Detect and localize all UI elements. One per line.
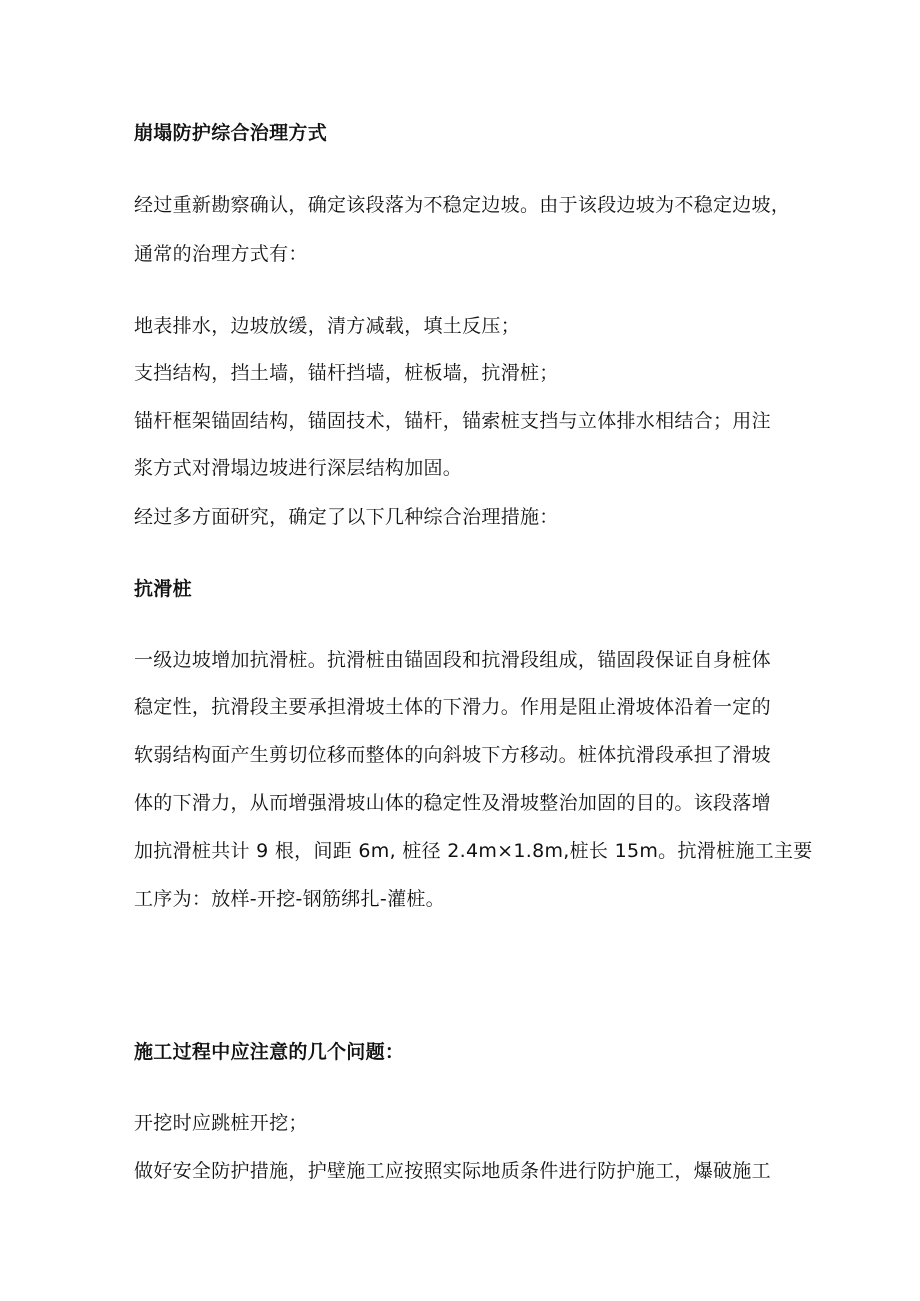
pile-paragraph-line-6: 工序为：放样-开挖-钢筋绑扎-灌桩。 (134, 888, 445, 910)
note-item-1: 开挖时应跳桩开挖； (134, 1112, 308, 1134)
method-item-3-line-1: 锚杆框架锚固结构，锚固技术，锚杆，锚索桩支挡与立体排水相结合；用注 (134, 410, 771, 432)
pile-paragraph-line-3: 软弱结构面产生剪切位移而整体的向斜坡下方移动。桩体抗滑段承担了滑坡 (134, 744, 771, 766)
conclusion-text: 经过多方面研究，确定了以下几种综合治理措施： (134, 506, 559, 528)
section-title-construction-notes: 施工过程中应注意的几个问题： (134, 1041, 405, 1063)
method-item-3-line-2: 浆方式对滑塌边坡进行深层结构加固。 (134, 457, 463, 479)
pile-paragraph-line-2: 稳定性，抗滑段主要承担滑坡土体的下滑力。作用是阻止滑坡体沿着一定的 (134, 696, 771, 718)
pile-paragraph-line-4: 体的下滑力，从而增强滑坡山体的稳定性及滑坡整治加固的目的。该段落增 (134, 792, 771, 814)
method-item-1: 地表排水，边坡放缓，清方减载，填土反压； (134, 315, 521, 337)
section-title-anti-slide-pile: 抗滑桩 (134, 578, 192, 600)
pile-paragraph-line-1: 一级边坡增加抗滑桩。抗滑桩由锚固段和抗滑段组成，锚固段保证自身桩体 (134, 649, 771, 671)
intro-paragraph-line-2: 通常的治理方式有： (134, 243, 308, 265)
section-title-collapse-protection: 崩塌防护综合治理方式 (134, 122, 328, 144)
method-item-2: 支挡结构，挡土墙，锚杆挡墙，桩板墙，抗滑桩； (134, 362, 559, 384)
pile-paragraph-line-5: 加抗滑桩共计 9 根，间距 6m, 桩径 2.4m×1.8m,桩长 15m。抗滑桩施工主要 (134, 840, 813, 862)
intro-paragraph-line-1: 经过重新勘察确认，确定该段落为不稳定边坡。由于该段边坡为不稳定边坡， (134, 194, 791, 216)
note-item-2: 做好安全防护措施，护壁施工应按照实际地质条件进行防护施工，爆破施工 (134, 1160, 771, 1182)
